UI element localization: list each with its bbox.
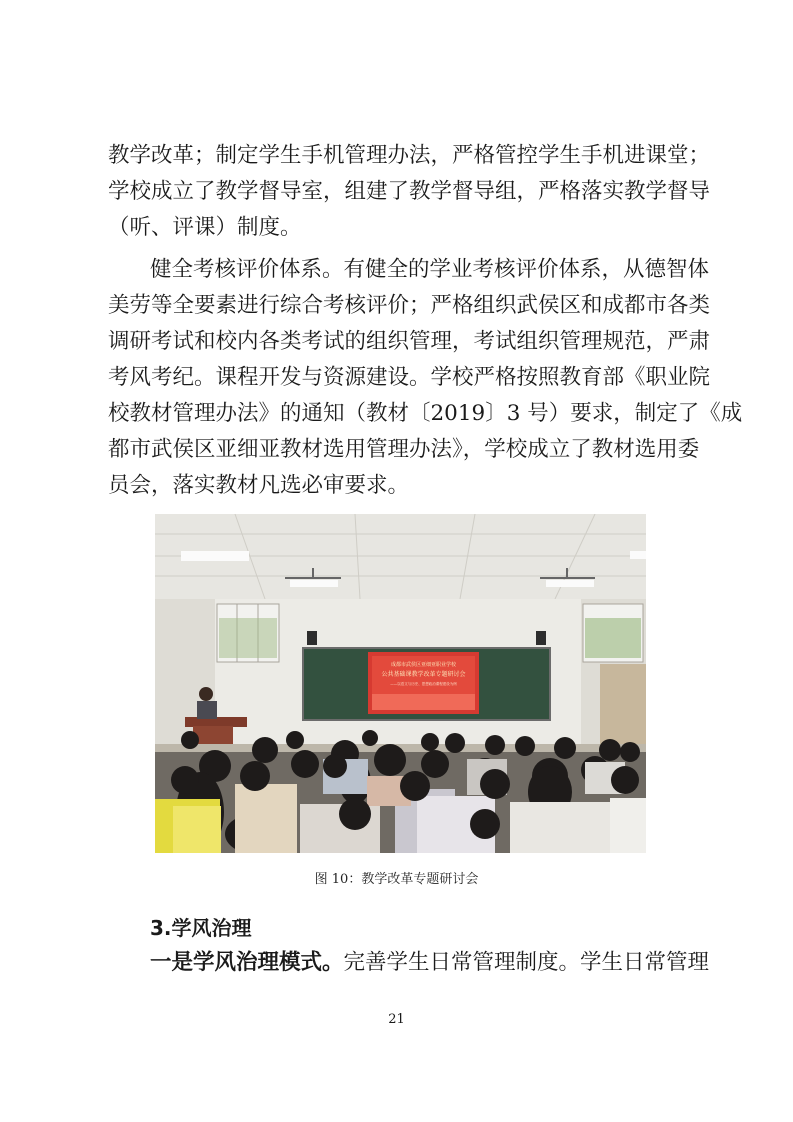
body-line: 教学改革；制定学生手机管理办法，严格管控学生手机进课堂； xyxy=(108,143,711,168)
body-line xyxy=(150,946,709,980)
body-line: 都市武侯区亚细亚教材选用管理办法》，学校成立了教材选用委 xyxy=(108,437,700,462)
lead-bold-text: 一是学风治理模式。 xyxy=(150,950,344,975)
body-line: 员会，落实教材凡选必审要求。 xyxy=(108,473,410,498)
body-line: 校教材管理办法》的通知（教材〔2019〕3 号）要求，制定了《成 xyxy=(108,401,743,426)
figure-caption: 图 10：教学改革专题研讨会 xyxy=(314,872,479,887)
body-line: 学校成立了教学督导室，组建了教学督导组，严格落实教学督导 xyxy=(108,179,711,204)
body-line: 考风考纪。课程开发与资源建设。学校严格按照教育部《职业院 xyxy=(108,365,711,390)
section-heading: 3.学风治理 xyxy=(150,916,252,940)
seminar-photo xyxy=(155,514,646,853)
page-number: 21 xyxy=(388,1012,405,1027)
screen-title-1: 成都市武侯区亚细亚职业学校 xyxy=(390,662,457,668)
screen-subtitle: ——以语文与历史、思想政治课程建设为例 xyxy=(390,682,457,686)
lead-rest-text: 完善学生日常管理制度。学生日常管理 xyxy=(343,950,710,975)
screen-title-2: 公共基础课教学改革专题研讨会 xyxy=(381,671,466,678)
body-line: 健全考核评价体系。有健全的学业考核评价体系，从德智体 xyxy=(150,257,710,282)
body-line: 美劳等全要素进行综合考核评价；严格组织武侯区和成都市各类 xyxy=(108,293,711,318)
body-line: （听、评课）制度。 xyxy=(108,215,302,240)
body-line: 调研考试和校内各类考试的组织管理，考试组织管理规范，严肃 xyxy=(108,329,711,354)
